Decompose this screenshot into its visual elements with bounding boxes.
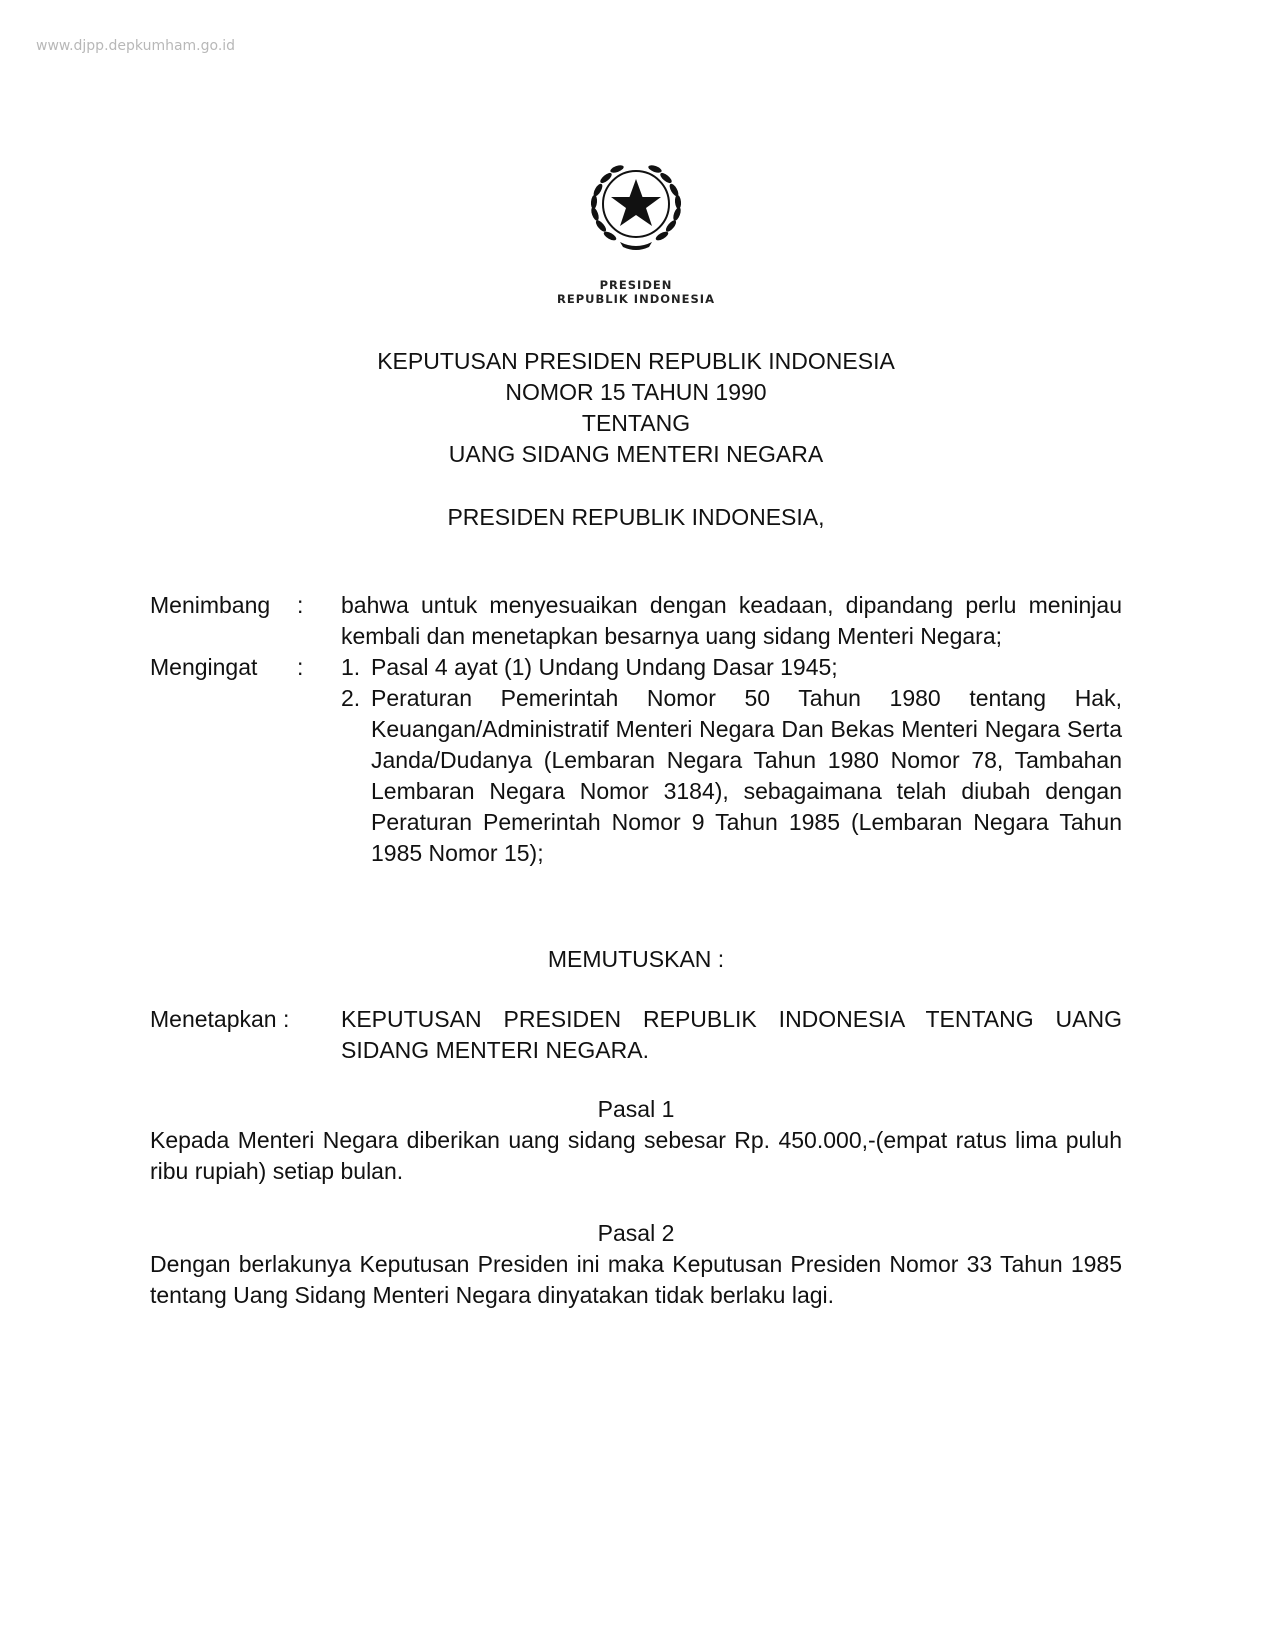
garuda-star-emblem-icon (576, 150, 696, 270)
menetapkan-label: Menetapkan : (150, 1006, 290, 1032)
mengingat-list (341, 652, 1122, 869)
pasal-2-text: Dengan berlakunya Keputusan Presiden ini maka Keputusan Presiden Nomor 33 Tahun 1985 tentang Uang Sidang Menteri Negara dinyatakan tidak berlaku lagi. (150, 1251, 1122, 1308)
menimbang-text: bahwa untuk menyesuaikan dengan keadaan, dipandang perlu meninjau kembali dan menetapkan besarnya uang sidang Menteri Negara; (341, 592, 1122, 649)
menetapkan-text: KEPUTUSAN PRESIDEN REPUBLIK INDONESIA TENTANG UANG SIDANG MENTERI NEGARA. (341, 1006, 1122, 1063)
pasal-1-title: Pasal 1 (597, 1096, 675, 1122)
list-item-number: 2. (341, 685, 361, 711)
emblem-caption-line2: REPUBLIK INDONESIA (557, 292, 715, 306)
menimbang-row (150, 590, 1122, 652)
list-item (341, 652, 1122, 683)
mengingat-label: Mengingat (150, 654, 258, 680)
title-line2: NOMOR 15 TAHUN 1990 (505, 379, 767, 405)
considerations-section (150, 590, 1122, 869)
president-line: PRESIDEN REPUBLIK INDONESIA, (447, 504, 825, 530)
memutuskan-heading: MEMUTUSKAN : (547, 946, 725, 972)
menimbang-label: Menimbang (150, 592, 271, 618)
pasal-1-text: Kepada Menteri Negara diberikan uang sidang sebesar Rp. 450.000,-(empat ratus lima puluh ribu rupiah) setiap bulan. (150, 1127, 1122, 1184)
title-line3: TENTANG (581, 410, 691, 436)
menetapkan-row (150, 1004, 1122, 1066)
emblem-caption-line1: PRESIDEN (599, 278, 673, 292)
list-item (341, 683, 1122, 869)
pasal-2-title: Pasal 2 (597, 1220, 675, 1246)
list-item-text: Pasal 4 ayat (1) Undang Undang Dasar 1945; (371, 654, 838, 680)
decree-title (150, 346, 1122, 470)
list-item-number: 1. (341, 654, 361, 680)
mengingat-row (150, 652, 1122, 869)
menimbang-colon: : (297, 592, 304, 618)
watermark-url: www.djpp.depkumham.go.id (36, 38, 236, 54)
emblem-caption (500, 278, 772, 306)
pasal-1-section (150, 1094, 1122, 1187)
list-item-text: Peraturan Pemerintah Nomor 50 Tahun 1980 tentang Hak, Keuangan/Administratif Menteri Negara Dan Bekas Menteri Negara Serta Janda/Dudanya (Lembaran Negara Tahun 1980 Nomor 78, Tambahan Lembaran Negara Nomor 3184), sebagaimana telah diubah dengan Peraturan Pemerintah Nomor 9 Tahun 1985 (Lembaran Negara Tahun 1985 Nomor 15); (371, 685, 1122, 866)
pasal-2-section (150, 1218, 1122, 1311)
menetapkan-section (150, 1004, 1122, 1066)
title-line4: UANG SIDANG MENTERI NEGARA (448, 441, 824, 467)
title-line1: KEPUTUSAN PRESIDEN REPUBLIK INDONESIA (377, 348, 895, 374)
mengingat-colon: : (297, 654, 304, 680)
